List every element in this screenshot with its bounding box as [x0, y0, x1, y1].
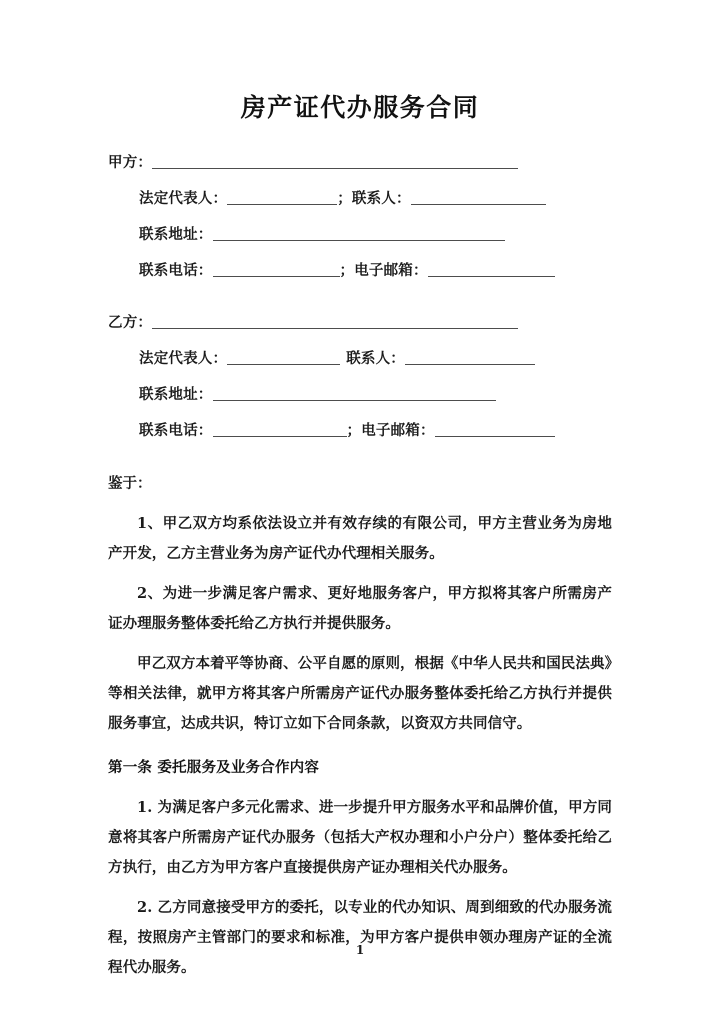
party-a-email-input[interactable]: [428, 261, 555, 277]
party-a-separator: ；: [337, 190, 352, 208]
recital-item-2: 2、为进一步满足客户需求、更好地服务客户，甲方拟将其客户所需房产证办理服务整体委托给乙方执行并提供服务。: [108, 585, 612, 633]
party-b-name-input[interactable]: [152, 313, 518, 329]
party-a-contact-person-input[interactable]: [411, 189, 546, 205]
party-a-address-input[interactable]: [213, 225, 505, 241]
party-a-block: [108, 145, 612, 289]
clause-one-item-1: 1. 为满足客户多元化需求、进一步提升甲方服务水平和品牌价值，甲方同意将其客户所需房产证代办服务（包括大产权办理和小户分户）整体委托给乙方执行，由乙方为甲方客户直接提供房产证办理相关代办服务。: [108, 799, 612, 877]
party-a-name-input[interactable]: [152, 153, 518, 169]
page-title: 房产证代办服务合同: [240, 93, 480, 122]
party-b-contact-person-label: 联系人：: [346, 350, 406, 368]
document-content: [108, 0, 612, 983]
party-b-legal-rep-label: 法定代表人：: [139, 350, 228, 368]
clause-one-item-2: 2. 乙方同意接受甲方的委托，以专业的代办知识、周到细致的代办服务流程，按照房产主管部门的要求和标准，为甲方客户提供申领办理房产证的全流程代办服务。: [108, 899, 612, 977]
party-a-phone-separator: ；: [339, 262, 355, 280]
page-number: 1: [355, 943, 365, 957]
party-a-legal-rep-input[interactable]: [227, 189, 337, 205]
party-b-name-row: [108, 305, 612, 341]
party-b-address-input[interactable]: [213, 385, 496, 401]
party-a-legal-rep-label: 法定代表人：: [139, 190, 228, 208]
party-a-address-label: 联系地址：: [139, 226, 213, 244]
recital-item-1: 1、甲乙双方均系依法设立并有效存续的有限公司，甲方主营业务为房地产开发，乙方主营业务为房产证代办代理相关服务。: [108, 515, 612, 563]
party-b-phone-label: 联系电话：: [139, 422, 213, 440]
party-a-contact-person-label: 联系人：: [351, 190, 411, 208]
party-a-phone-label: 联系电话：: [139, 262, 213, 280]
party-b-phone-separator: ；: [346, 422, 362, 440]
party-a-name-label: 甲方：: [108, 154, 153, 172]
party-a-phone-input[interactable]: [213, 261, 340, 277]
party-a-email-label: 电子邮箱：: [354, 262, 428, 280]
recitals-lead-in: 鉴于：: [108, 475, 152, 493]
party-b-name-label: 乙方：: [108, 314, 153, 332]
party-b-email-input[interactable]: [435, 421, 555, 437]
party-a-phone-row: [108, 253, 612, 289]
party-b-email-label: 电子邮箱：: [361, 422, 435, 440]
party-a-name-row: [108, 145, 612, 181]
party-b-phone-input[interactable]: [213, 421, 347, 437]
clause-one-heading: 第一条 委托服务及业务合作内容: [108, 759, 320, 777]
party-b-address-row: [108, 377, 612, 413]
party-b-contact-person-input[interactable]: [405, 349, 535, 365]
party-a-address-row: [108, 217, 612, 253]
party-b-legal-rep-input[interactable]: [227, 349, 340, 365]
party-a-legal-rep-row: [108, 181, 612, 217]
party-b-phone-row: [108, 413, 612, 449]
party-b-address-label: 联系地址：: [139, 386, 213, 404]
party-b-block: [108, 305, 612, 449]
party-b-legal-rep-row: [108, 341, 612, 377]
recital-agreement-paragraph: 甲乙双方本着平等协商、公平自愿的原则，根据《中华人民共和国民法典》等相关法律，就甲方将其客户所需房产证代办服务整体委托给乙方执行并提供服务事宜，达成共识，特订立如下合同条款，以资双方共同信守。: [108, 655, 612, 733]
